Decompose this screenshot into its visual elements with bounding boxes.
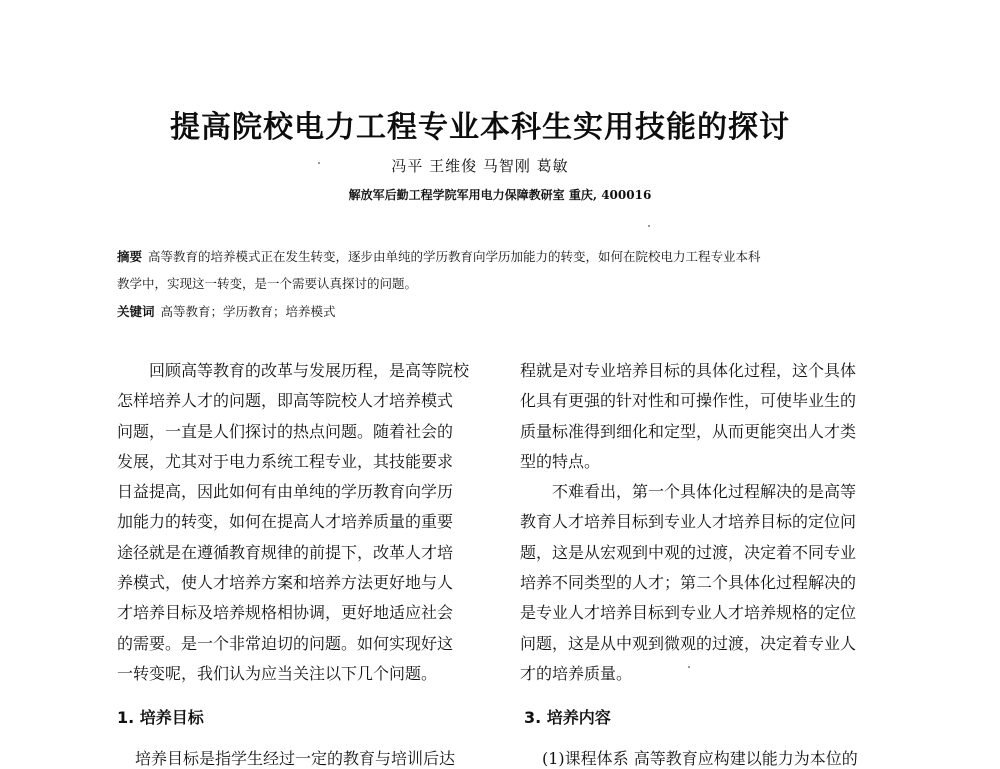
body-line: 加能力的转变，如何在提高人才培养质量的重要 [117, 512, 454, 532]
body-line: 程就是对专业培养目标的具体化过程，这个具体 [520, 361, 857, 380]
body-line: 是专业人才培养目标到专业人才培养规格的定位 [520, 603, 857, 623]
right-column [520, 356, 892, 689]
keywords-text: 高等教育；学历教育；培养模式 [160, 304, 336, 319]
cut-off-line-right: (1)课程体系 高等教育应构建以能力为本位的 [542, 749, 858, 768]
abstract-text-1: 高等教育的培养模式正在发生转变，逐步由单纯的学历教育向学历加能力的转变，如何在院校电力工程专业本科 [148, 249, 761, 264]
body-line: 问题，这是从中观到微观的过渡，决定着专业人 [520, 633, 857, 653]
body-line: 才的培养质量。 [520, 663, 633, 683]
keywords-label: 关键词 [117, 304, 155, 319]
body-line: 的需要。是一个非常迫切的问题。如何实现好这 [117, 633, 454, 653]
scan-speck [688, 666, 690, 668]
scan-speck [318, 162, 320, 164]
body-line: 教育人才培养目标到专业人才培养目标的定位问 [520, 512, 857, 532]
body-line: 回顾高等教育的改革与发展历程，是高等院校 [149, 361, 470, 380]
section-heading-3: 3. 培养内容 [524, 708, 611, 727]
body-line: 发展，尤其对于电力系统工程专业，其技能要求 [117, 451, 454, 471]
scan-speck [648, 225, 650, 227]
keywords [117, 300, 897, 324]
affiliation: 解放军后勤工程学院军用电力保障教研室 重庆, 400016 [348, 188, 652, 202]
body-line: 培养不同类型的人才；第二个具体化过程解决的 [520, 573, 857, 593]
body-line: 化具有更强的针对性和可操作性，可使毕业生的 [520, 391, 857, 411]
abstract [117, 243, 897, 297]
left-column [117, 356, 489, 689]
body-line: 不难看出，第一个具体化过程解决的是高等 [552, 482, 857, 502]
body-line: 问题，一直是人们探讨的热点问题。随着社会的 [117, 421, 454, 441]
cut-off-line-left: 培养目标是指学生经过一定的教育与培训后达 [135, 749, 456, 768]
authors: 冯平 王维俊 马智刚 葛敏 [391, 157, 569, 175]
body-line: 质量标准得到细化和定型，从而更能突出人才类 [520, 421, 857, 441]
body-line: 怎样培养人才的问题，即高等院校人才培养模式 [117, 391, 454, 411]
body-line: 才培养目标及培养规格相协调，更好地适应社会 [117, 603, 454, 623]
abstract-label: 摘要 [117, 249, 143, 264]
body-line: 日益提高，因此如何有由单纯的学历教育向学历 [117, 482, 454, 502]
body-line: 途径就是在遵循教育规律的前提下，改革人才培 [117, 542, 454, 562]
body-line: 型的特点。 [520, 451, 601, 471]
body-line: 一转变呢，我们认为应当关注以下几个问题。 [117, 663, 438, 683]
paper-title: 提高院校电力工程专业本科生实用技能的探讨 [170, 110, 790, 145]
section-heading-1: 1. 培养目标 [117, 708, 204, 727]
body-line: 养模式，使人才培养方案和培养方法更好地与人 [117, 573, 454, 593]
abstract-text-2: 教学中，实现这一转变，是一个需要认真探讨的问题。 [117, 276, 418, 291]
body-line: 题，这是从宏观到中观的过渡，决定着不同专业 [520, 542, 857, 562]
